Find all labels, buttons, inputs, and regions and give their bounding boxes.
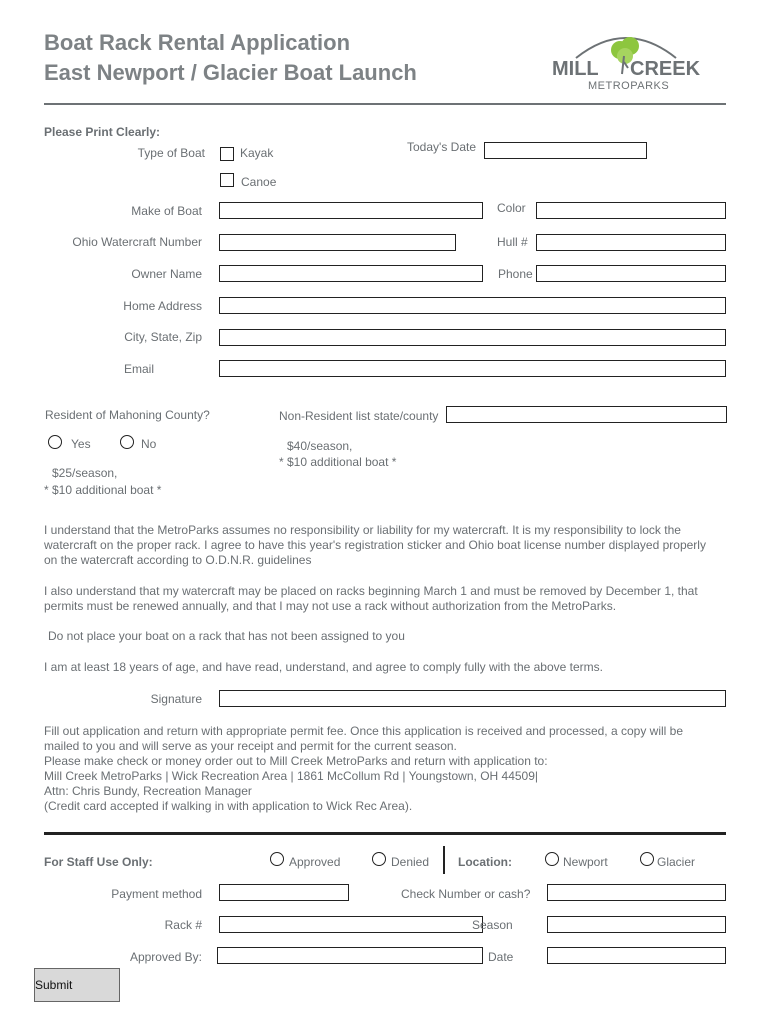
glacier-label: Glacier — [657, 855, 696, 869]
email-field[interactable] — [219, 360, 726, 377]
approved-radio[interactable] — [270, 852, 284, 866]
owner-label: Owner Name — [131, 267, 202, 281]
terms-p2-line1: I also understand that my watercraft may be placed on racks beginning March 1 and must be removed by December 1, that — [44, 584, 698, 598]
address-label: Home Address — [123, 299, 202, 313]
nonresident-fee-line-1: $40/season, — [287, 439, 353, 453]
color-label: Color — [497, 201, 526, 215]
address-field[interactable] — [219, 297, 726, 314]
terms-p1-line3: on the watercraft according to O.D.N.R. guidelines — [44, 553, 312, 567]
glacier-radio[interactable] — [640, 852, 654, 866]
signature-label: Signature — [150, 692, 202, 706]
nonresident-label: Non-Resident list state/county — [279, 409, 439, 423]
location-separator — [443, 846, 445, 874]
logo-subtitle: METROPARKS — [588, 80, 670, 92]
location-label: Location: — [458, 855, 512, 869]
phone-label: Phone — [498, 267, 533, 281]
logo-word-left: MILL — [552, 58, 599, 80]
todays-date-label: Today's Date — [407, 140, 476, 154]
resident-no-label: No — [141, 437, 157, 451]
approved-by-label: Approved By: — [129, 950, 202, 964]
nonresident-fee-line-2: * $10 additional boat * — [279, 455, 397, 469]
instructions-line2: mailed to you and will serve as your receipt and permit for the current season. — [44, 739, 457, 753]
newport-radio[interactable] — [545, 852, 559, 866]
instructions-line6: (Credit card accepted if walking in with application to Wick Rec Area). — [44, 799, 413, 813]
phone-field[interactable] — [536, 265, 726, 282]
logo-word-right: CREEK — [630, 58, 701, 80]
title-line-2: East Newport / Glacier Boat Launch — [44, 60, 417, 85]
city-field[interactable] — [219, 329, 726, 346]
instructions-line4: Mill Creek MetroParks | Wick Recreation Area | 1861 McCollum Rd | Youngstown, OH 44509| — [44, 769, 539, 783]
email-label: Email — [124, 362, 155, 376]
hull-field[interactable] — [536, 234, 726, 251]
approved-label: Approved — [289, 855, 341, 869]
check-field[interactable] — [547, 884, 726, 901]
instructions-line5: Attn: Chris Bundy, Recreation Manager — [44, 784, 252, 798]
owner-field[interactable] — [219, 265, 483, 282]
watercraft-field[interactable] — [219, 234, 456, 251]
type-of-boat-label: Type of Boat — [137, 146, 205, 160]
approved-by-field[interactable] — [217, 947, 483, 964]
season-field[interactable] — [547, 916, 726, 933]
header-rule — [44, 103, 726, 105]
resident-yes-radio[interactable] — [48, 435, 62, 449]
submit-button[interactable]: Submit — [34, 968, 120, 1002]
canoe-label: Canoe — [241, 175, 277, 189]
nonresident-field[interactable] — [446, 406, 727, 423]
mill-creek-logo — [548, 28, 708, 98]
terms-paragraph-1 — [44, 523, 706, 568]
please-print-label: Please Print Clearly: — [44, 125, 161, 139]
make-label: Make of Boat — [131, 204, 202, 218]
resident-question: Resident of Mahoning County? — [45, 408, 210, 422]
denied-radio[interactable] — [372, 852, 386, 866]
instructions-line3: Please make check or money order out to Mill Creek MetroParks and return with application to: — [44, 754, 548, 768]
rack-field[interactable] — [219, 916, 483, 933]
terms-p1-line1: I understand that the MetroParks assumes no responsibility or liability for my watercraft. It is my responsibility to lock the — [44, 523, 681, 537]
terms-paragraph-2 — [44, 584, 698, 614]
make-field[interactable] — [219, 202, 483, 219]
date-label: Date — [488, 950, 514, 964]
instructions-line1: Fill out application and return with appropriate permit fee. Once this application is received and processed, a copy will be — [44, 724, 684, 738]
kayak-checkbox[interactable] — [220, 147, 234, 161]
watercraft-label: Ohio Watercraft Number — [72, 235, 202, 249]
date-field[interactable] — [547, 947, 726, 964]
terms-paragraph-4: I am at least 18 years of age, and have read, understand, and agree to comply fully with the above terms. — [44, 660, 603, 674]
resident-fee-line-2: * $10 additional boat * — [44, 483, 162, 497]
kayak-label: Kayak — [240, 146, 274, 160]
todays-date-field[interactable] — [484, 142, 647, 159]
terms-p1-line2: watercraft on the proper rack. I agree to have this year's registration sticker and Ohio boat license number displayed properly — [44, 538, 706, 552]
denied-label: Denied — [391, 855, 430, 869]
payment-label: Payment method — [111, 887, 202, 901]
instructions-block — [44, 724, 683, 814]
canoe-checkbox[interactable] — [220, 173, 234, 187]
terms-paragraph-3: Do not place your boat on a rack that has not been assigned to you — [48, 629, 405, 643]
hull-label: Hull # — [497, 235, 528, 249]
city-label: City, State, Zip — [124, 330, 202, 344]
resident-no-radio[interactable] — [120, 435, 134, 449]
check-label: Check Number or cash? — [401, 887, 531, 901]
staff-divider — [44, 832, 726, 835]
rack-label: Rack # — [164, 918, 202, 932]
title-line-1: Boat Rack Rental Application — [44, 30, 351, 55]
payment-field[interactable] — [219, 884, 349, 901]
newport-label: Newport — [563, 855, 608, 869]
resident-fee-line-1: $25/season, — [52, 466, 118, 480]
staff-heading: For Staff Use Only: — [44, 855, 153, 869]
color-field[interactable] — [536, 202, 726, 219]
signature-field[interactable] — [219, 690, 726, 707]
terms-p2-line2: permits must be renewed annually, and that I may not use a rack without authorization from the MetroParks. — [44, 599, 617, 613]
resident-yes-label: Yes — [71, 437, 91, 451]
season-label: Season — [472, 918, 513, 932]
